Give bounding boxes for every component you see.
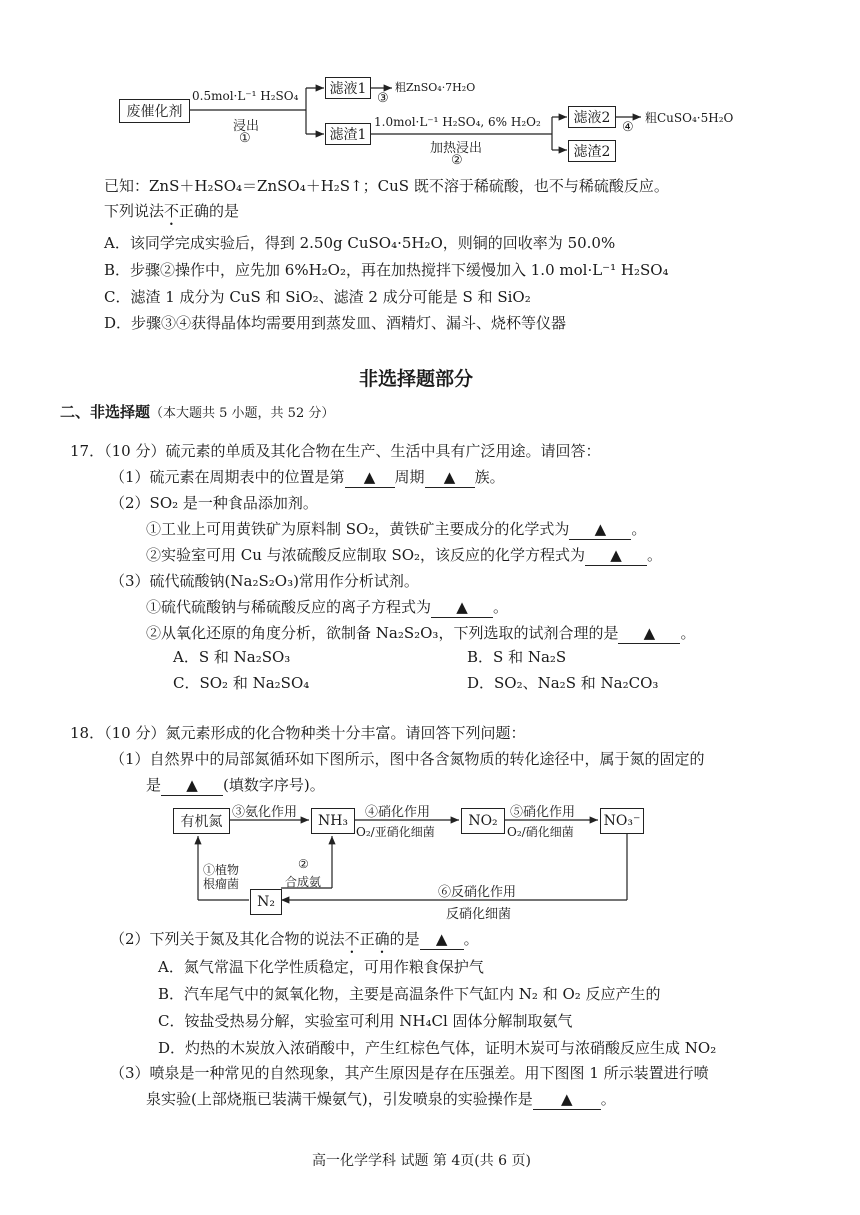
label-rhizobia: 根瘤菌 xyxy=(203,877,240,891)
q17-option-b: B．S 和 Na₂S xyxy=(467,648,567,666)
section-title: 非选择题部分 xyxy=(359,368,474,390)
nh3-box: NH₃ xyxy=(311,808,355,834)
q18-part3-line2: 泉实验(上部烧瓶已装满干燥氨气)，引发喷泉的实验操作是 ▲ 。 xyxy=(146,1090,616,1108)
waste-catalyst-box: 废催化剂 xyxy=(119,99,190,123)
residue-1-box: 滤渣1 xyxy=(325,123,371,145)
label-ammonia-synthesis: 合成氨 xyxy=(285,875,322,889)
label-ammonification: ③氨化作用 xyxy=(232,805,298,820)
step-4-num: ④ xyxy=(622,120,634,135)
n2-box: N₂ xyxy=(250,889,282,915)
q16-option-d: D．步骤③④获得晶体均需要用到蒸发皿、酒精灯、漏斗、烧杯等仪器 xyxy=(104,314,567,332)
product-2-label: 粗CuSO₄·5H₂O xyxy=(645,111,734,125)
q16-option-b: B．步骤②操作中，应先加 6%H₂O₂，再在加热搅拌下缓慢加入 1.0 mol·L⁻¹ H₂SO₄ xyxy=(104,261,669,279)
label-plant: ①植物 xyxy=(203,863,240,877)
q18-stem: 18．（10 分）氮元素形成的化合物种类十分丰富。请回答下列问题： xyxy=(70,724,526,742)
step-2-label: 加热浸出 xyxy=(430,141,483,156)
label-step2-num: ② xyxy=(298,857,309,871)
q17-part3-2: ②从氧化还原的角度分析，欲制备 Na₂S₂O₃，下列选取的试剂合理的是 ▲ 。 xyxy=(146,624,696,642)
q18-option-d: D．灼热的木炭放入浓硝酸中，产生红棕色气体，证明木炭可与浓硝酸反应生成 NO₂ xyxy=(158,1039,717,1057)
step-1-num: ① xyxy=(239,131,251,146)
q18-part2: （2）下列关于氮及其化合物的说法不正确的是 ▲ 。 xyxy=(110,930,479,948)
residue-2-box: 滤渣2 xyxy=(568,140,616,162)
q18-option-b: B．汽车尾气中的氮氧化物，主要是高温条件下气缸内 N₂ 和 O₂ 反应产生的 xyxy=(158,985,661,1003)
label-nitrite-bacteria: O₂/亚硝化细菌 xyxy=(356,825,435,839)
q18-part1-line2: 是 ▲ (填数字序号)。 xyxy=(146,776,325,794)
q17-part3: （3）硫代硫酸钠(Na₂S₂O₃)常用作分析试剂。 xyxy=(110,572,419,590)
section2-heading: 二、非选择题（本大题共 5 小题，共 52 分） xyxy=(60,403,335,421)
label-denitrification: ⑥反硝化作用 xyxy=(438,885,517,900)
q18-part3-line1: （3）喷泉是一种常见的自然现象，其产生原因是存在压强差。用下图图 1 所示装置进行喷 xyxy=(110,1064,709,1082)
page-footer: 高一化学学科 试题 第 4页(共 6 页) xyxy=(312,1153,531,1169)
step-1-label: 浸出 xyxy=(233,119,260,134)
q17-option-c: C．SO₂ 和 Na₂SO₄ xyxy=(173,674,310,692)
q16-question: 下列说法不正确的是 xyxy=(104,202,240,220)
reagent-2-label: 1.0mol·L⁻¹ H₂SO₄, 6% H₂O₂ xyxy=(374,115,541,129)
product-1-label: 粗ZnSO₄·7H₂O xyxy=(395,81,476,94)
label-nitrate-bacteria: O₂/硝化细菌 xyxy=(507,825,574,839)
label-denitrifying-bacteria: 反硝化细菌 xyxy=(446,907,512,922)
no2-box: NO₂ xyxy=(461,808,505,834)
q17-stem: 17．（10 分）硫元素的单质及其化合物在生产、生活中具有广泛用途。请回答： xyxy=(70,442,601,460)
q17-part2-2: ②实验室可用 Cu 与浓硫酸反应制取 SO₂，该反应的化学方程式为 ▲ 。 xyxy=(146,546,663,564)
filtrate-2-box: 滤液2 xyxy=(568,106,616,128)
no3-box: NO₃⁻ xyxy=(600,808,644,834)
q18-option-c: C．铵盐受热易分解，实验室可利用 NH₄Cl 固体分解制取氨气 xyxy=(158,1012,573,1030)
organic-n-box: 有机氮 xyxy=(173,808,230,834)
q18-part1-line1: （1）自然界中的局部氮循环如下图所示，图中各含氮物质的转化途径中，属于氮的固定的 xyxy=(110,750,705,768)
q18-option-a: A．氮气常温下化学性质稳定，可用作粮食保护气 xyxy=(158,958,484,976)
q16-option-a: A．该同学完成实验后，得到 2.50g CuSO₄·5H₂O，则铜的回收率为 50.0% xyxy=(104,234,616,252)
filtrate-1-box: 滤液1 xyxy=(325,77,371,99)
q17-part2: （2）SO₂ 是一种食品添加剂。 xyxy=(110,494,318,512)
step-3-num: ③ xyxy=(377,91,389,106)
label-nitrification-4: ④硝化作用 xyxy=(365,805,431,820)
q17-option-a: A．S 和 Na₂SO₃ xyxy=(173,648,291,666)
reagent-1-label: 0.5mol·L⁻¹ H₂SO₄ xyxy=(192,89,299,103)
label-nitrification-5: ⑤硝化作用 xyxy=(510,805,576,820)
step-2-num: ② xyxy=(451,153,463,168)
q17-part3-1: ①硫代硫酸钠与稀硫酸反应的离子方程式为 ▲ 。 xyxy=(146,598,509,616)
q16-option-c: C．滤渣 1 成分为 CuS 和 SiO₂、滤渣 2 成分可能是 S 和 SiO₂ xyxy=(104,288,531,306)
q17-option-d: D．SO₂、Na₂S 和 Na₂CO₃ xyxy=(467,674,659,692)
q17-part1: （1）硫元素在周期表中的位置是第 ▲ 周期 ▲ 族。 xyxy=(110,468,505,486)
known-equation: 已知：ZnS＋H₂SO₄＝ZnSO₄＋H₂S↑；CuS 既不溶于稀硫酸，也不与稀硫酸反应。 xyxy=(104,177,669,195)
q17-part2-1: ①工业上可用黄铁矿为原料制 SO₂，黄铁矿主要成分的化学式为 ▲ 。 xyxy=(146,520,647,538)
